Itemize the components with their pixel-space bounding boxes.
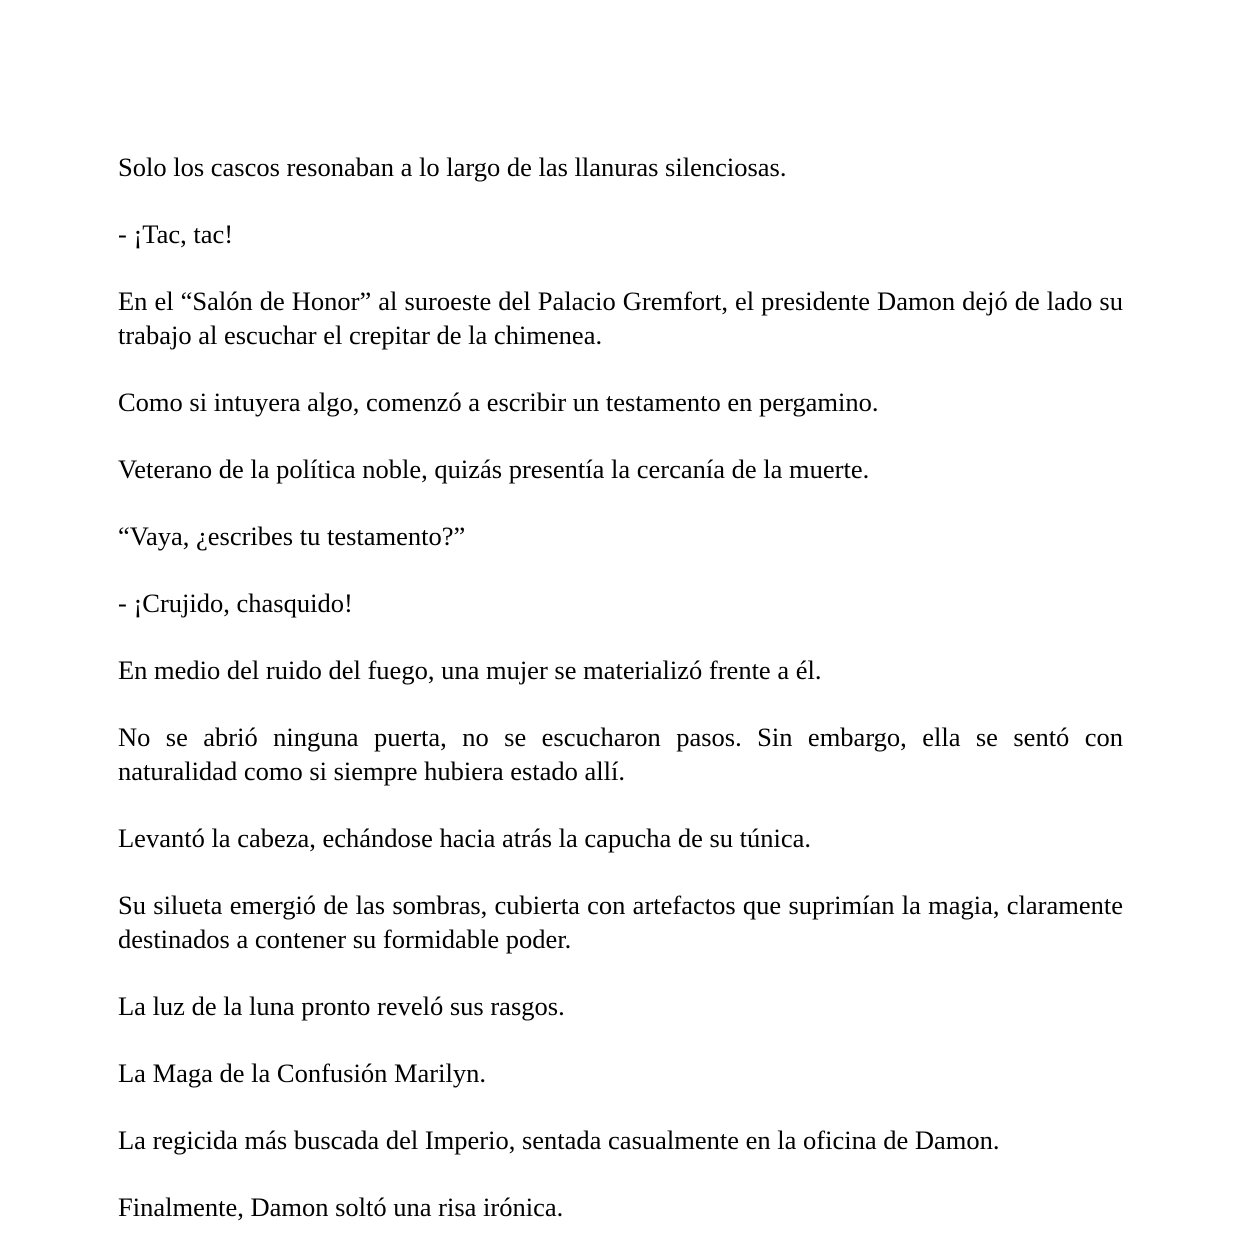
paragraph: Levantó la cabeza, echándose hacia atrás la capucha de su túnica. [118, 823, 812, 853]
paragraph: En el “Salón de Honor” al suroeste del Palacio Gremfort, el presidente Damon dejó de lado su trabajo al escuchar el crepitar de la chimenea. [118, 286, 1123, 350]
paragraph: Como si intuyera algo, comenzó a escribir un testamento en pergamino. [118, 387, 879, 417]
paragraph: Finalmente, Damon soltó una risa irónica. [118, 1192, 564, 1222]
paragraph: No se abrió ninguna puerta, no se escucharon pasos. Sin embargo, ella se sentó con naturalidad como si siempre hubiera estado allí. [118, 722, 1123, 786]
document-body [118, 150, 1123, 1257]
paragraph: “Vaya, ¿escribes tu testamento?” [118, 521, 466, 551]
paragraph: - ¡Crujido, chasquido! [118, 588, 353, 618]
paragraph: La luz de la luna pronto reveló sus rasgos. [118, 991, 565, 1021]
paragraph: La regicida más buscada del Imperio, sentada casualmente en la oficina de Damon. [118, 1125, 1000, 1155]
paragraph: En medio del ruido del fuego, una mujer se materializó frente a él. [118, 655, 822, 685]
paragraph: Veterano de la política noble, quizás presentía la cercanía de la muerte. [118, 454, 870, 484]
paragraph: Solo los cascos resonaban a lo largo de las llanuras silenciosas. [118, 152, 787, 182]
paragraph: La Maga de la Confusión Marilyn. [118, 1058, 486, 1088]
paragraph: Su silueta emergió de las sombras, cubierta con artefactos que suprimían la magia, claramente destinados a contener su formidable poder. [118, 890, 1123, 954]
paragraph: - ¡Tac, tac! [118, 219, 234, 249]
